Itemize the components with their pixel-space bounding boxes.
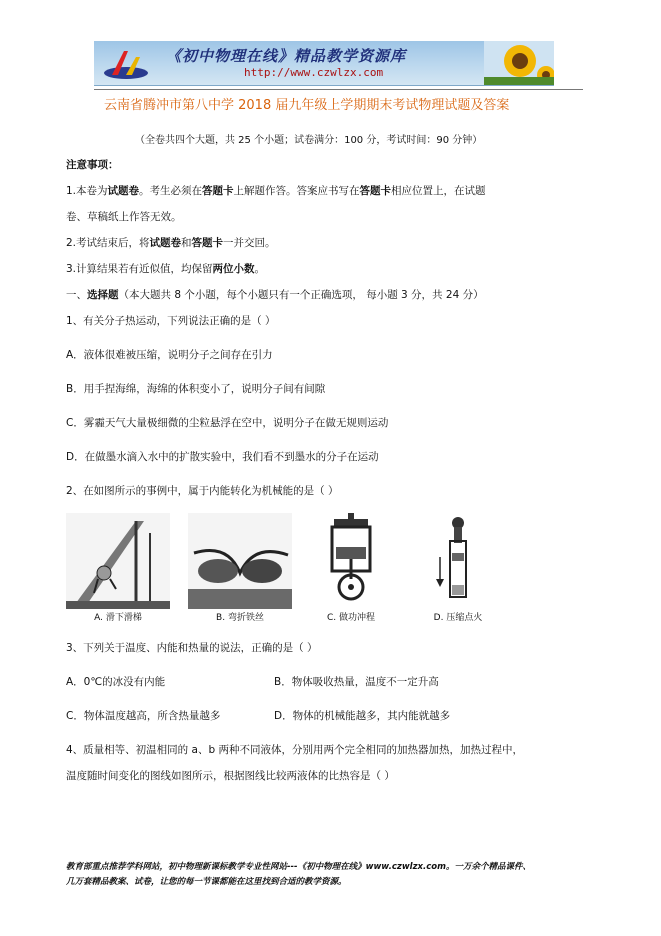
note-1-continued: 卷、草稿纸上作答无效。 bbox=[66, 211, 182, 223]
section-description: （本大题共 8 个小题，每个小题只有一个正确选项， 每小题 3 分，共 24 分） bbox=[118, 289, 484, 301]
wire-bend-illustration bbox=[188, 513, 292, 609]
figure-caption: A. 滑下滑梯 bbox=[94, 613, 142, 623]
note-emphasis: 试题卷 bbox=[107, 185, 140, 197]
figure-slide bbox=[66, 513, 170, 625]
question-2-figures bbox=[66, 513, 498, 625]
site-logo-icon bbox=[102, 47, 154, 81]
slide-illustration bbox=[66, 513, 170, 609]
note-text: 和 bbox=[181, 237, 192, 249]
section-number: 一、 bbox=[66, 289, 87, 301]
power-stroke-illustration bbox=[310, 513, 392, 609]
footer-line-1: 教育部重点推荐学科网站，初中物理新课标教学专业性网站---《初中物理在线》www.czwlzx.com。一万余个精品课件、 bbox=[66, 862, 531, 872]
header-banner bbox=[94, 41, 554, 86]
note-text: 。考生必须在 bbox=[139, 185, 203, 197]
compression-ignition-illustration bbox=[418, 513, 498, 609]
question-3: 3、下列关于温度、内能和热量的说法，正确的是（ ） bbox=[66, 642, 318, 654]
note-text: 一并交回。 bbox=[223, 237, 276, 249]
figure-caption: D. 压缩点火 bbox=[433, 613, 483, 623]
note-emphasis: 试题卷 bbox=[149, 237, 182, 249]
banner-title: 《初中物理在线》精品教学资源库 bbox=[166, 47, 407, 65]
banner-url[interactable]: http://www.czwlzx.com bbox=[244, 66, 384, 79]
note-emphasis: 答题卡 bbox=[191, 237, 224, 249]
figure-wire-bend bbox=[188, 513, 292, 625]
question-1-option-a: A．液体很难被压缩，说明分子之间存在引力 bbox=[66, 349, 273, 361]
note-text: 。 bbox=[254, 263, 266, 275]
question-1-option-b: B．用手捏海绵，海绵的体积变小了，说明分子间有间隙 bbox=[66, 383, 326, 395]
note-text: 3.计算结果若有近似值，均保留 bbox=[66, 263, 213, 275]
question-2: 2、在如图所示的事例中，属于内能转化为机械能的是（ ） bbox=[66, 485, 339, 497]
note-text: 上解题作答。答案应书写在 bbox=[233, 185, 360, 197]
note-emphasis: 答题卡 bbox=[359, 185, 392, 197]
note-3 bbox=[66, 261, 265, 276]
note-text: 1.本卷为 bbox=[66, 185, 108, 197]
question-3-option-c: C．物体温度越高，所含热量越多 bbox=[66, 710, 221, 722]
question-4-line-1: 4、质量相等、初温相同的 a、b 两种不同液体，分别用两个完全相同的加热器加热，加热过程中， bbox=[66, 744, 523, 756]
page-footer bbox=[66, 860, 606, 890]
note-emphasis: 两位小数 bbox=[212, 263, 255, 275]
question-3-option-d: D．物体的机械能越多，其内能就越多 bbox=[274, 710, 451, 722]
question-1-option-c: C．雾霾天气大量极细微的尘粒悬浮在空中，说明分子在做无规则运动 bbox=[66, 417, 389, 429]
question-3-option-a: A．0℃的冰没有内能 bbox=[66, 676, 166, 688]
section-1-heading bbox=[66, 287, 484, 302]
figure-caption: B. 弯折铁丝 bbox=[216, 613, 264, 623]
question-4-line-2: 温度随时间变化的图线如图所示，根据图线比较两液体的比热容是（ ） bbox=[66, 770, 395, 782]
question-3-option-b: B．物体吸收热量，温度不一定升高 bbox=[274, 676, 439, 688]
note-text: 相应位置上，在试题 bbox=[391, 185, 486, 197]
header-rule bbox=[94, 89, 583, 90]
notes-heading: 注意事项： bbox=[66, 159, 119, 171]
document-subtitle: （全卷共四个大题，共 25 个小题；试卷满分：100 分，考试时间：90 分钟） bbox=[135, 135, 483, 146]
note-1 bbox=[66, 183, 486, 198]
note-2 bbox=[66, 235, 276, 250]
figure-compression-ignition bbox=[418, 513, 498, 625]
footer-line-2: 几万套精品教案、试卷，让您的每一节课都能在这里找到合适的教学资源。 bbox=[66, 877, 347, 887]
question-1: 1、有关分子热运动，下列说法正确的是（ ） bbox=[66, 315, 276, 327]
section-name: 选择题 bbox=[87, 289, 119, 301]
sunflower-image bbox=[484, 41, 554, 85]
figure-caption: C. 做功冲程 bbox=[326, 613, 375, 623]
note-text: 2.考试结束后，将 bbox=[66, 237, 150, 249]
figure-power-stroke bbox=[310, 513, 392, 625]
question-1-option-d: D．在做墨水滴入水中的扩散实验中，我们看不到墨水的分子在运动 bbox=[66, 451, 379, 463]
note-emphasis: 答题卡 bbox=[202, 185, 234, 197]
document-title: 云南省腾冲市第八中学 2018 届九年级上学期期末考试物理试题及答案 bbox=[104, 98, 510, 113]
